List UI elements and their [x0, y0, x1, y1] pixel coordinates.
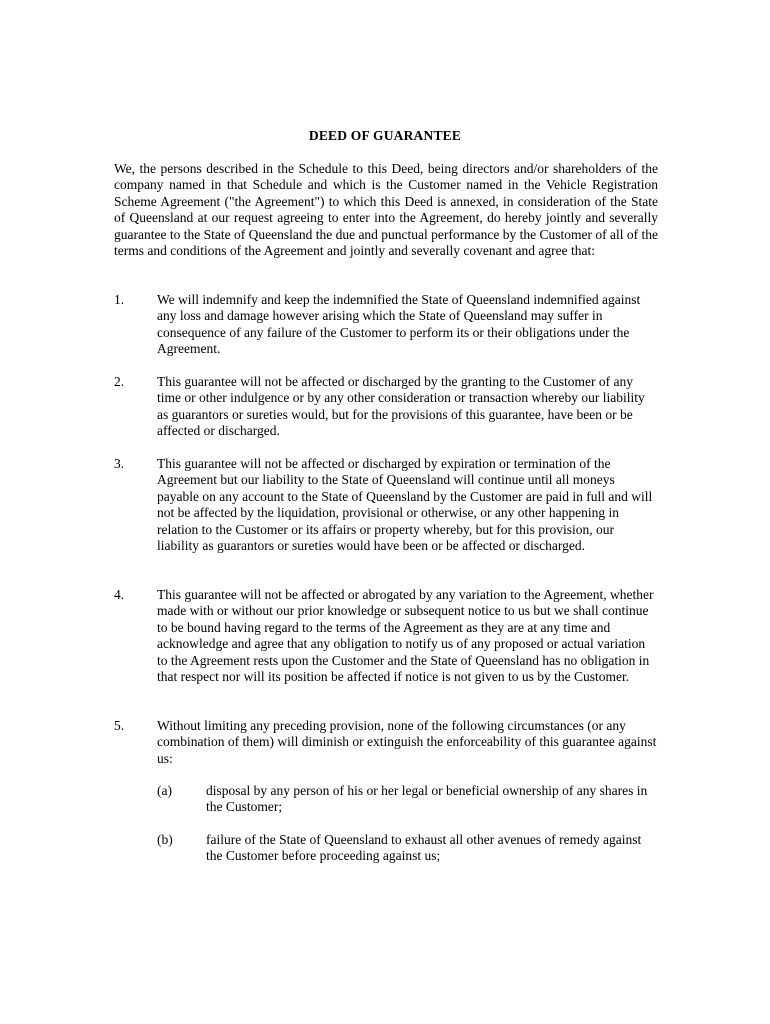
- clause-text: Without limiting any preceding provision, none of the following circumstances (or any combination of them) will diminish or extinguish the enforceability of this guarantee against us:: [157, 718, 657, 766]
- clause-number: 2.: [114, 374, 125, 389]
- subclause-text: failure of the State of Queensland to exhaust all other avenues of remedy against the Customer before proceeding against us;: [206, 832, 642, 864]
- clause-text: This guarantee will not be affected or discharged by expiration or termination of the Agreement but our liability to the State of Queensland will continue until all moneys payable on any account to the State of Queensland by the Customer are paid in full and will not be affected by the liquidation, provisional or otherwise, or any other happening in relation to the Customer or its affairs or property whereby, but for this provision, our liability as guarantors or sureties would have been or be affected or discharged.: [157, 456, 653, 554]
- intro-paragraph: We, the persons described in the Schedule to this Deed, being directors and/or shareholders of the company named in that Schedule and which is the Customer named in the Vehicle Registration Scheme Agreement ("the Agreement") to which this Deed is annexed, in consideration of the State of Queensland at our request agreeing to enter into the Agreement, do hereby jointly and severally guarantee to the State of Queensland the due and punctual performance by the Customer of all of the terms and conditions of the Agreement and jointly and severally covenant and agree that:: [114, 161, 658, 259]
- subclause-number: (b): [157, 832, 173, 847]
- clause-text: This guarantee will not be affected or abrogated by any variation to the Agreement, whether made with or without our prior knowledge or subsequent notice to us but we shall continue to be bound having regard to the terms of the Agreement as they are at any time and acknowledge and agree that any obligation to notify us of any proposed or actual variation to the Agreement rests upon the Customer and the State of Queensland has no obligation in that respect nor will its position be affected if notice is not given to us by the Customer.: [157, 587, 654, 685]
- clause-number: 5.: [114, 718, 125, 733]
- document-title: DEED OF GUARANTEE: [308, 128, 462, 143]
- clause-number: 3.: [114, 456, 125, 471]
- subclause-text: disposal by any person of his or her legal or beneficial ownership of any shares in the Customer;: [206, 783, 648, 815]
- clause-number: 1.: [114, 292, 125, 307]
- subclause-number: (a): [157, 783, 172, 798]
- clause-text: We will indemnify and keep the indemnified the State of Queensland indemnified against any loss and damage however arising which the State of Queensland may suffer in consequence of any failure of the Customer to perform its or their obligations under the Agreement.: [157, 292, 641, 357]
- clause-number: 4.: [114, 587, 125, 602]
- clause-text: This guarantee will not be affected or discharged by the granting to the Customer of any time or other indulgence or by any other consideration or transaction whereby our liability as guarantors or sureties would, but for the provisions of this guarantee, have been or be affected or discharged.: [157, 374, 645, 439]
